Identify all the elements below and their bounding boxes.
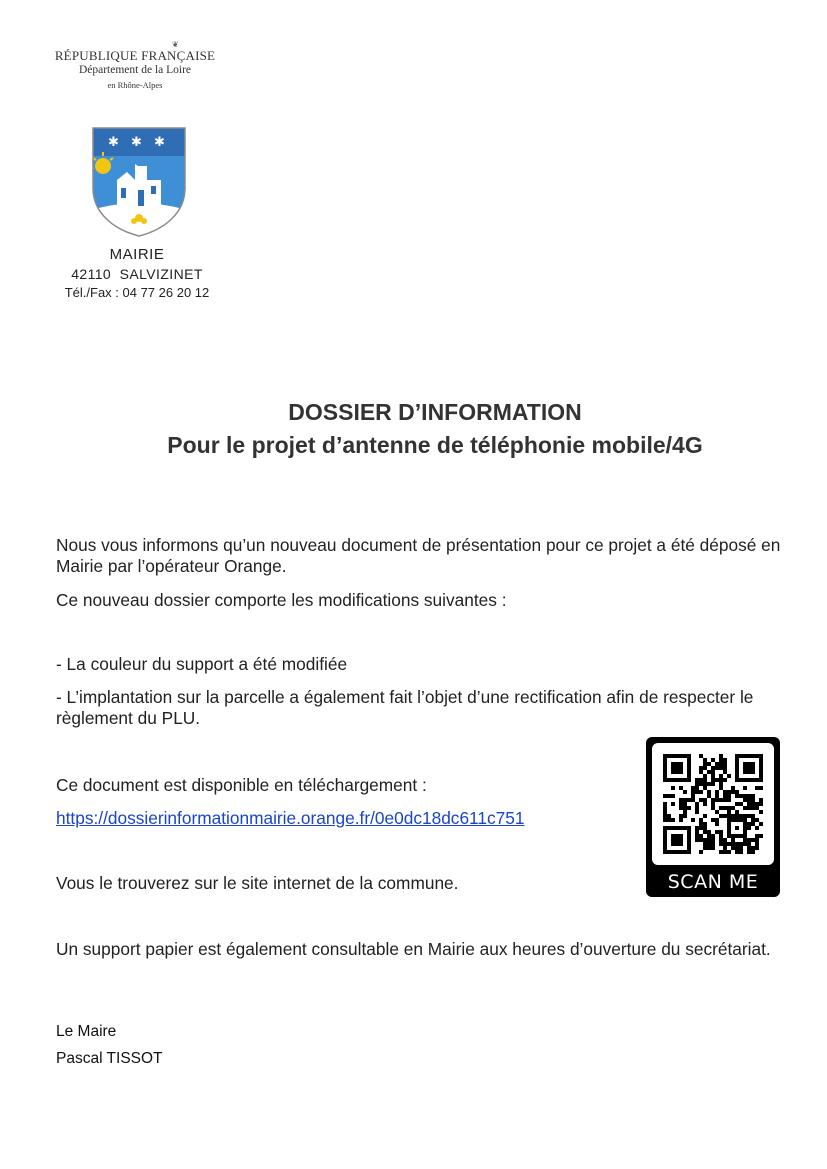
marianne-emblem-icon: ❦ (172, 40, 179, 49)
website-paragraph: Vous le trouverez sur le site internet de la commune. (56, 873, 459, 893)
intro-paragraph: Nous vous informons qu’un nouveau document de présentation pour ce projet a été déposé en Mairie par l’opérateur Orange. (56, 535, 781, 576)
letterhead (0, 0, 300, 310)
download-link-row (56, 808, 616, 829)
commune-crest-icon (91, 126, 187, 238)
svg-text:✱: ✱ (108, 135, 119, 150)
signature-role: Le Maire (56, 1023, 117, 1040)
scan-me-label: SCAN ME (667, 871, 759, 893)
commune-label: 42110 SALVIZINET (71, 266, 203, 282)
download-link[interactable]: https://dossierinformationmairie.orange.fr/0e0dc18dc611c751 (56, 808, 525, 828)
svg-text:✱: ✱ (154, 135, 165, 150)
republique-label: RÉPUBLIQUE FRANÇAISE (54, 48, 216, 63)
qr-code-icon (663, 754, 763, 854)
document-title: DOSSIER D’INFORMATION (288, 399, 582, 425)
mairie-label: MAIRIE (109, 246, 165, 263)
telfax-label: Tél./Fax : 04 77 26 20 12 (64, 285, 210, 300)
document-subtitle: Pour le projet d’antenne de téléphonie mobile/4G (167, 432, 703, 458)
qr-code-frame (652, 743, 774, 865)
paper-paragraph: Un support papier est également consultable en Mairie aux heures d’ouverture du secrétariat. (56, 939, 771, 959)
departement-label: Département de la Loire (78, 64, 192, 76)
qr-code-badge[interactable] (646, 737, 780, 897)
change-item-implantation: - L’implantation sur la parcelle a également fait l’objet d’une rectification afin de respecter le règlement du PLU. (56, 687, 754, 728)
signature-name: Pascal TISSOT (56, 1050, 163, 1067)
change-item-color: - La couleur du support a été modifiée (56, 654, 348, 674)
download-paragraph: Ce document est disponible en téléchargement : (56, 775, 427, 795)
changes-intro-paragraph: Ce nouveau dossier comporte les modifications suivantes : (56, 590, 507, 610)
region-label: en Rhône-Alpes (107, 80, 163, 90)
svg-text:✱: ✱ (131, 135, 142, 150)
